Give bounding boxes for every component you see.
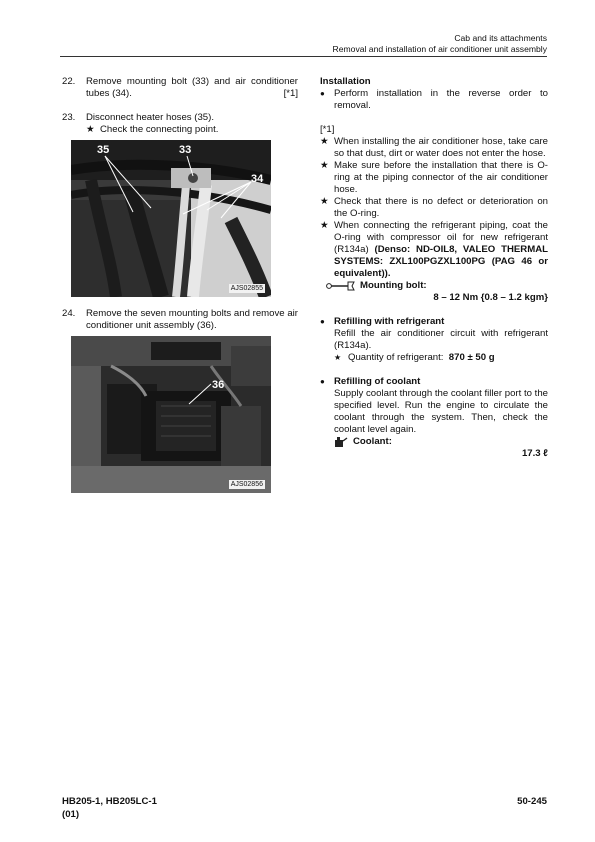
coolant-label-row — [334, 436, 548, 448]
step-text: Remove the seven mounting bolts and remove air conditioner unit assembly (36). — [86, 308, 298, 331]
callout-33: 33 — [179, 144, 192, 156]
step-text: Disconnect heater hoses (35). — [86, 112, 214, 123]
model-footer — [62, 795, 157, 821]
step-22 — [62, 76, 298, 100]
refrigerant-section — [320, 316, 548, 364]
coolant-text: Supply coolant through the coolant filler port to the specified level. Run the engine to circulate the coolant through the system. Then, check the coolant level again. — [334, 388, 548, 435]
note-text: When connecting the refrigerant piping, coat the O-ring with compressor oil for new refrigerant (R134a) (Denso: ND-OIL8, VALEO THERMAL SYSTEMS: ZXL100PGZXL100PG (PAG 46 or equivalent)). — [334, 220, 548, 279]
refrigerant-quantity — [334, 352, 548, 364]
note-text: Check the connecting point. — [100, 124, 219, 135]
photo-heater-hoses — [71, 140, 271, 297]
quantity-value: 870 ± 50 g — [448, 352, 495, 363]
bullet-icon: ● — [320, 89, 325, 98]
right-column — [320, 76, 548, 460]
bolt-spec-label-row — [320, 280, 548, 292]
reference-label: [*1] — [320, 124, 335, 135]
note-text: When installing the air conditioner hose, take care so that dust, dirt or water does not enter the hose. — [334, 136, 548, 159]
coolant-label: Coolant: — [353, 436, 392, 447]
note-text: Check that there is no defect or deterioration on the O-ring. — [334, 196, 548, 219]
installation-item — [320, 88, 548, 112]
step-text: Remove mounting bolt (33) and air conditioner tubes (34). — [86, 76, 298, 99]
header-divider — [60, 56, 547, 57]
figure-code: AJS02855 — [230, 285, 263, 292]
quantity-label: Quantity of refrigerant: — [348, 352, 444, 363]
star-note-2 — [320, 160, 548, 196]
bolt-label: Mounting bolt: — [360, 280, 427, 291]
star-icon: ★ — [320, 160, 329, 171]
installation-text: Perform installation in the reverse order to removal. — [334, 88, 548, 111]
oil-can-icon — [334, 436, 348, 448]
refrigerant-text: Refill the air conditioner circuit with refrigerant (R134a). — [334, 328, 548, 351]
star-icon: ★ — [334, 353, 342, 362]
coolant-heading: Refilling of coolant — [334, 376, 421, 387]
page-subtitle: Removal and installation of air conditioner unit assembly — [332, 44, 547, 54]
step-number: 23. — [62, 112, 76, 123]
star-note-3 — [320, 196, 548, 220]
oil-specification: (Denso: ND-OIL8, VALEO THERMAL SYSTEMS: ZXL100PGZXL100PG (PAG 46 or equivalent)). — [334, 244, 548, 279]
step-number: 24. — [62, 308, 76, 319]
step-24 — [62, 308, 298, 332]
bullet-icon: ● — [320, 377, 325, 386]
step-number: 22. — [62, 76, 76, 87]
callout-34: 34 — [251, 173, 264, 185]
coolant-section — [320, 376, 548, 448]
figure-ac-unit — [71, 336, 271, 493]
callout-35: 35 — [97, 144, 110, 156]
refrigerant-heading: Refilling with refrigerant — [334, 316, 445, 327]
coolant-value: 17.3 ℓ — [521, 448, 548, 459]
step-23-note — [62, 124, 298, 136]
star-icon: ★ — [320, 196, 329, 207]
bolt-torque-value: 8 – 12 Nm {0.8 – 1.2 kgm} — [433, 292, 548, 303]
callout-36: 36 — [212, 379, 225, 391]
page-number: 50-245 — [517, 796, 547, 807]
note-text: Make sure before the installation that there is O-ring at the piping connector of the air conditioner hose. — [334, 160, 548, 195]
section-title: Cab and its attachments — [454, 33, 547, 43]
star-note-1 — [320, 136, 548, 160]
wrench-icon — [326, 281, 356, 291]
installation-heading: Installation — [320, 76, 371, 87]
model-name: HB205-1, HB205LC-1 — [62, 796, 157, 807]
star-note-4 — [320, 220, 548, 280]
star-icon: ★ — [320, 220, 329, 231]
star-icon: ★ — [86, 124, 95, 135]
revision-number: (01) — [62, 809, 80, 820]
figure-code: AJS02856 — [230, 481, 263, 488]
reference-tag: [*1] — [283, 88, 298, 99]
bullet-icon: ● — [320, 317, 325, 326]
star-icon: ★ — [320, 136, 329, 147]
left-column — [62, 76, 298, 493]
figure-heater-hoses — [71, 140, 271, 297]
photo-ac-unit — [71, 336, 271, 493]
step-23 — [62, 112, 298, 124]
